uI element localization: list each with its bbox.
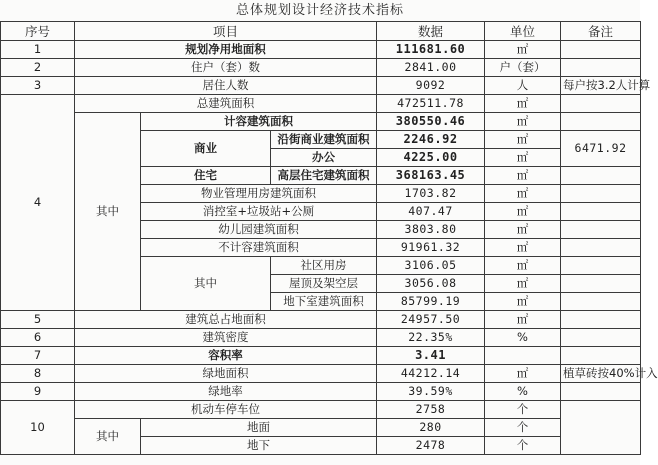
unit-cell: 个 [485, 419, 561, 437]
item-cell: 屋顶及架空层 [271, 275, 377, 293]
item-cell: 物业管理用房建筑面积 [141, 185, 377, 203]
item-cell: 住户（套）数 [75, 59, 377, 77]
header-unit: 单位 [485, 22, 561, 41]
note-cell: 6471.92 [561, 131, 641, 167]
item-cell: 建筑密度 [75, 329, 377, 347]
value-cell: 3803.80 [377, 221, 485, 239]
unit-cell: ㎡ [485, 311, 561, 329]
unit-cell: ㎡ [485, 293, 561, 311]
item-cell: 高层住宅建筑面积 [271, 167, 377, 185]
header-item: 项目 [75, 22, 377, 41]
value-cell: 2758 [377, 401, 485, 419]
note-cell [561, 221, 641, 239]
item-cell: 居住人数 [75, 77, 377, 95]
value-cell: 2246.92 [377, 131, 485, 149]
item-cell: 沿街商业建筑面积 [271, 131, 377, 149]
indicator-table [0, 21, 658, 455]
group-label-qizhong: 其中 [75, 113, 141, 311]
unit-cell: 户（套） [485, 59, 561, 77]
value-cell: 24957.50 [377, 311, 485, 329]
seq-cell: 7 [1, 347, 75, 365]
item-cell: 地面 [141, 419, 377, 437]
value-cell: 368163.45 [377, 167, 485, 185]
unit-cell: ㎡ [485, 131, 561, 149]
unit-cell: % [485, 383, 561, 401]
note-cell [561, 59, 641, 77]
seq-cell: 10 [1, 401, 75, 455]
value-cell: 111681.60 [377, 41, 485, 59]
item-cell: 消控室+垃圾站+公厕 [141, 203, 377, 221]
unit-cell: ㎡ [485, 203, 561, 221]
table-row [1, 383, 641, 401]
header-note: 备注 [561, 22, 641, 41]
item-cell: 总建筑面积 [75, 95, 377, 113]
table-row [1, 59, 641, 77]
value-cell: 85799.19 [377, 293, 485, 311]
item-cell: 不计容建筑面积 [141, 239, 377, 257]
value-cell: 472511.78 [377, 95, 485, 113]
value-cell: 4225.00 [377, 149, 485, 167]
seq-cell: 5 [1, 311, 75, 329]
seq-cell: 8 [1, 365, 75, 383]
table-row [1, 419, 641, 437]
seq-cell: 9 [1, 383, 75, 401]
note-cell [561, 167, 641, 185]
value-cell: 22.35% [377, 329, 485, 347]
item-cell: 地下 [141, 437, 377, 455]
note-cell [561, 95, 641, 113]
value-cell: 44212.14 [377, 365, 485, 383]
group-label-qizhong-sub: 其中 [141, 257, 271, 311]
note-cell [561, 311, 641, 329]
item-cell: 规划净用地面积 [75, 41, 377, 59]
value-cell: 3106.05 [377, 257, 485, 275]
group-label-commerce: 商业 [141, 131, 271, 167]
value-cell: 91961.32 [377, 239, 485, 257]
note-cell [561, 257, 641, 275]
item-cell: 幼儿园建筑面积 [141, 221, 377, 239]
item-cell: 机动车停车位 [75, 401, 377, 419]
note-cell [561, 401, 641, 455]
seq-cell: 1 [1, 41, 75, 59]
header-data: 数据 [377, 22, 485, 41]
group-label-parking: 其中 [75, 419, 141, 455]
note-cell [561, 41, 641, 59]
value-cell: 2478 [377, 437, 485, 455]
seq-cell: 4 [1, 95, 75, 311]
unit-cell: ㎡ [485, 221, 561, 239]
unit-cell: ㎡ [485, 149, 561, 167]
table-row [1, 41, 641, 59]
unit-cell: ㎡ [485, 95, 561, 113]
unit-cell: ㎡ [485, 365, 561, 383]
unit-cell [485, 347, 561, 365]
item-cell: 建筑总占地面积 [75, 311, 377, 329]
value-cell: 407.47 [377, 203, 485, 221]
table-row [1, 347, 641, 365]
unit-cell: ㎡ [485, 113, 561, 131]
item-cell: 绿地率 [75, 383, 377, 401]
unit-cell: ㎡ [485, 41, 561, 59]
unit-cell: 个 [485, 437, 561, 455]
unit-cell: 个 [485, 401, 561, 419]
note-cell [561, 185, 641, 203]
value-cell: 1703.82 [377, 185, 485, 203]
header-seq: 序号 [1, 22, 75, 41]
unit-cell: 人 [485, 77, 561, 95]
value-cell: 3056.08 [377, 275, 485, 293]
header-row [1, 22, 641, 41]
value-cell: 9092 [377, 77, 485, 95]
unit-cell: ㎡ [485, 257, 561, 275]
table-row [1, 401, 641, 419]
item-cell: 地下室建筑面积 [271, 293, 377, 311]
note-cell [561, 203, 641, 221]
table-row [1, 95, 641, 113]
table-row [1, 77, 641, 95]
item-cell: 计容建筑面积 [141, 113, 377, 131]
table-row [1, 365, 641, 383]
note-cell [561, 239, 641, 257]
item-cell: 社区用房 [271, 257, 377, 275]
seq-cell: 3 [1, 77, 75, 95]
item-cell: 办公 [271, 149, 377, 167]
note-cell: 每户按3.2人计算 [561, 77, 641, 95]
unit-cell: ㎡ [485, 275, 561, 293]
unit-cell: % [485, 329, 561, 347]
value-cell: 39.59% [377, 383, 485, 401]
value-cell: 3.41 [377, 347, 485, 365]
item-cell: 绿地面积 [75, 365, 377, 383]
value-cell: 380550.46 [377, 113, 485, 131]
table-row [1, 311, 641, 329]
value-cell: 280 [377, 419, 485, 437]
value-cell: 2841.00 [377, 59, 485, 77]
note-cell [561, 347, 641, 365]
group-label-residence: 住宅 [141, 167, 271, 185]
note-cell [561, 293, 641, 311]
unit-cell: ㎡ [485, 239, 561, 257]
note-cell: 植草砖按40%计入 [561, 365, 641, 383]
table-row [1, 113, 641, 131]
table-row [1, 329, 641, 347]
note-cell [561, 113, 641, 131]
unit-cell: ㎡ [485, 185, 561, 203]
seq-cell: 2 [1, 59, 75, 77]
item-cell: 容积率 [75, 347, 377, 365]
note-cell [561, 275, 641, 293]
unit-cell: ㎡ [485, 167, 561, 185]
table-title: 总体规划设计经济技术指标 [235, 3, 404, 18]
seq-cell: 6 [1, 329, 75, 347]
note-cell [561, 383, 641, 401]
note-cell [561, 329, 641, 347]
